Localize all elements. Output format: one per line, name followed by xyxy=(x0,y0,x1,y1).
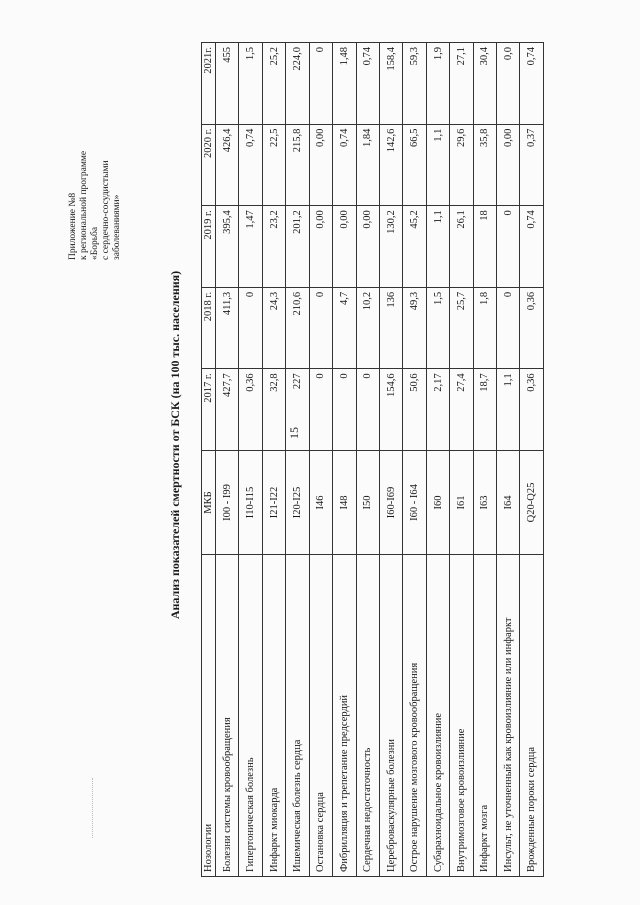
value-cell: 0,74 xyxy=(520,206,544,288)
value-cell: 18 xyxy=(473,206,496,288)
icd-code-cell: Q20-Q25 xyxy=(520,451,544,555)
icd-code-cell: I00 - I99 xyxy=(216,451,239,555)
value-cell: 0,36 xyxy=(520,287,544,369)
nosology-cell: Внутримозговое кровоизлияние xyxy=(450,555,473,877)
header-cell: 2019 г. xyxy=(202,206,216,288)
icd-code-cell: I63 xyxy=(473,451,496,555)
value-cell: 1,1 xyxy=(426,124,449,206)
icd-code-cell: I64 xyxy=(497,451,520,555)
table-row xyxy=(309,43,332,877)
icd-code-cell: I46 xyxy=(309,451,332,555)
table-row xyxy=(262,43,285,877)
value-cell: 24,3 xyxy=(262,287,285,369)
table-row xyxy=(473,43,496,877)
nosology-cell: Остановка сердца xyxy=(309,555,332,877)
value-cell: 45,2 xyxy=(403,206,426,288)
value-cell: 0,74 xyxy=(520,43,544,125)
table-row xyxy=(450,43,473,877)
value-cell: 130,2 xyxy=(379,206,402,288)
page-number: 15 xyxy=(287,427,301,439)
value-cell: 0,74 xyxy=(356,43,379,125)
header-cell: МКБ xyxy=(202,451,216,555)
header-cell: 2020 г. xyxy=(202,124,216,206)
value-cell: 0 xyxy=(497,287,520,369)
table-row xyxy=(239,43,262,877)
annex-line: Приложение №8 xyxy=(68,192,78,260)
value-cell: 32,8 xyxy=(262,369,285,451)
value-cell: 35,8 xyxy=(473,124,496,206)
icd-code-cell: I60-I69 xyxy=(379,451,402,555)
icd-code-cell: I48 xyxy=(333,451,356,555)
table-row xyxy=(379,43,402,877)
value-cell: 1,5 xyxy=(426,287,449,369)
table-row xyxy=(497,43,520,877)
nosology-cell: Субарахноидальное кровоизлияние xyxy=(426,555,449,877)
nosology-cell: Врожденные пороки сердца xyxy=(520,555,544,877)
value-cell: 66,5 xyxy=(403,124,426,206)
header-cell: Нозологии xyxy=(202,555,216,877)
nosology-cell: Инфаркт мозга xyxy=(473,555,496,877)
icd-code-cell: I20-I25 xyxy=(286,451,309,555)
nosology-cell: Болезни системы кровообращения xyxy=(216,555,239,877)
icd-code-cell: I60 - I64 xyxy=(403,451,426,555)
scan-artifact xyxy=(92,778,95,838)
table-row xyxy=(520,43,544,877)
value-cell: 455 xyxy=(216,43,239,125)
value-cell: 22,5 xyxy=(262,124,285,206)
value-cell: 59,3 xyxy=(403,43,426,125)
value-cell: 0 xyxy=(309,43,332,125)
annex-line: заболеваниями» xyxy=(112,194,122,260)
value-cell: 4,7 xyxy=(333,287,356,369)
value-cell: 26,1 xyxy=(450,206,473,288)
value-cell: 427,7 xyxy=(216,369,239,451)
table-row xyxy=(426,43,449,877)
mortality-table-container xyxy=(201,42,544,877)
value-cell: 23,2 xyxy=(262,206,285,288)
nosology-cell: Острое нарушение мозгового кровообращения xyxy=(403,555,426,877)
value-cell: 18,7 xyxy=(473,369,496,451)
annex-line: «Борьба xyxy=(90,226,100,260)
header-cell: 2017 г. xyxy=(202,369,216,451)
table-row xyxy=(216,43,239,877)
value-cell: 0,00 xyxy=(497,124,520,206)
value-cell: 27,4 xyxy=(450,369,473,451)
header-cell: 2018 г. xyxy=(202,287,216,369)
value-cell: 0 xyxy=(497,206,520,288)
nosology-cell: Фибрилляция и трепетание предсердий xyxy=(333,555,356,877)
value-cell: 0,36 xyxy=(239,369,262,451)
value-cell: 0,00 xyxy=(309,206,332,288)
value-cell: 25,2 xyxy=(262,43,285,125)
value-cell: 426,4 xyxy=(216,124,239,206)
header-cell: 2021г. xyxy=(202,43,216,125)
annex-line: к региональной программе xyxy=(79,150,89,260)
value-cell: 0 xyxy=(309,287,332,369)
value-cell: 0,37 xyxy=(520,124,544,206)
value-cell: 0,36 xyxy=(520,369,544,451)
value-cell: 49,3 xyxy=(403,287,426,369)
nosology-cell: Ишемическая болезнь сердца xyxy=(286,555,309,877)
value-cell: 0,74 xyxy=(239,124,262,206)
icd-code-cell: I10-I15 xyxy=(239,451,262,555)
value-cell: 1,48 xyxy=(333,43,356,125)
annex-block xyxy=(68,110,123,260)
value-cell: 215,8 xyxy=(286,124,309,206)
value-cell: 25,7 xyxy=(450,287,473,369)
value-cell: 201,2 xyxy=(286,206,309,288)
icd-code-cell: I21-I22 xyxy=(262,451,285,555)
value-cell: 411,3 xyxy=(216,287,239,369)
icd-code-cell: I61 xyxy=(450,451,473,555)
value-cell: 10,2 xyxy=(356,287,379,369)
value-cell: 0,74 xyxy=(333,124,356,206)
value-cell: 224,0 xyxy=(286,43,309,125)
value-cell: 1,5 xyxy=(239,43,262,125)
value-cell: 1,1 xyxy=(497,369,520,451)
document-title: Анализ показателей смертности от БСК (на 100 тыс. населения) xyxy=(168,270,182,620)
nosology-cell: Гипертоническая болезнь xyxy=(239,555,262,877)
value-cell: 0,00 xyxy=(356,206,379,288)
nosology-cell: Инфаркт миокарда xyxy=(262,555,285,877)
value-cell: 0 xyxy=(309,369,332,451)
mortality-table xyxy=(201,42,544,877)
value-cell: 142,6 xyxy=(379,124,402,206)
nosology-cell: Инсульт, не уточненный как кровоизлияние или инфаркт xyxy=(497,555,520,877)
value-cell: 1,1 xyxy=(426,206,449,288)
value-cell: 50,6 xyxy=(403,369,426,451)
annex-line: с сердечно-сосудистыми xyxy=(101,160,111,260)
value-cell: 0,00 xyxy=(309,124,332,206)
value-cell: 0,0 xyxy=(497,43,520,125)
table-row xyxy=(356,43,379,877)
value-cell: 1,47 xyxy=(239,206,262,288)
value-cell: 0 xyxy=(239,287,262,369)
value-cell: 30,4 xyxy=(473,43,496,125)
table-row xyxy=(286,43,309,877)
value-cell: 1,9 xyxy=(426,43,449,125)
table-header-row xyxy=(202,43,216,877)
value-cell: 136 xyxy=(379,287,402,369)
value-cell: 158,4 xyxy=(379,43,402,125)
nosology-cell: Цереброваскулярные болезни xyxy=(379,555,402,877)
value-cell: 1,8 xyxy=(473,287,496,369)
value-cell: 29,6 xyxy=(450,124,473,206)
table-row xyxy=(403,43,426,877)
value-cell: 210,6 xyxy=(286,287,309,369)
value-cell: 0 xyxy=(333,369,356,451)
icd-code-cell: I50 xyxy=(356,451,379,555)
value-cell: 227 xyxy=(286,369,309,451)
value-cell: 395,4 xyxy=(216,206,239,288)
value-cell: 154,6 xyxy=(379,369,402,451)
table-row xyxy=(333,43,356,877)
icd-code-cell: I60 xyxy=(426,451,449,555)
value-cell: 2,17 xyxy=(426,369,449,451)
value-cell: 0 xyxy=(356,369,379,451)
value-cell: 27,1 xyxy=(450,43,473,125)
value-cell: 1,84 xyxy=(356,124,379,206)
value-cell: 0,00 xyxy=(333,206,356,288)
nosology-cell: Сердечная недостаточность xyxy=(356,555,379,877)
